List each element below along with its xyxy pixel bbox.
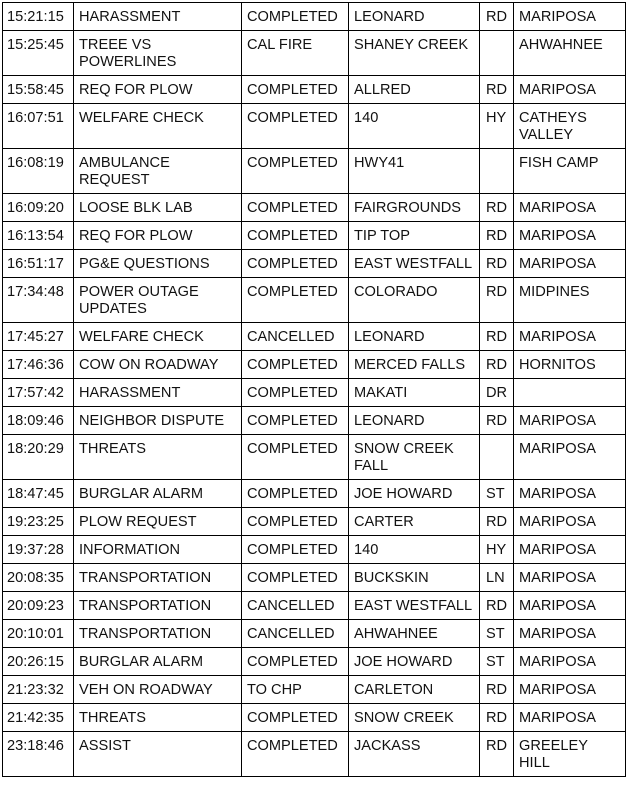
- call-time: 16:09:20: [3, 194, 74, 222]
- street-name: EAST WESTFALL: [349, 592, 480, 620]
- call-time: 17:34:48: [3, 278, 74, 323]
- street-suffix: RD: [480, 76, 514, 104]
- incident-type: TRANSPORTATION: [74, 564, 242, 592]
- table-row: [3, 407, 626, 435]
- call-status: TO CHP: [242, 676, 349, 704]
- city-name: MARIPOSA: [514, 435, 626, 480]
- table-row: [3, 508, 626, 536]
- street-name: AHWAHNEE: [349, 620, 480, 648]
- city-name: MARIPOSA: [514, 648, 626, 676]
- street-suffix: RD: [480, 250, 514, 278]
- incident-type: PG&E QUESTIONS: [74, 250, 242, 278]
- street-name: SHANEY CREEK: [349, 31, 480, 76]
- street-name: EAST WESTFALL: [349, 250, 480, 278]
- street-name: LEONARD: [349, 3, 480, 31]
- call-status: COMPLETED: [242, 704, 349, 732]
- incident-type: THREATS: [74, 435, 242, 480]
- street-suffix: [480, 435, 514, 480]
- call-status: COMPLETED: [242, 564, 349, 592]
- city-name: GREELEY HILL: [514, 732, 626, 777]
- street-suffix: RD: [480, 278, 514, 323]
- call-time: 20:09:23: [3, 592, 74, 620]
- street-name: JOE HOWARD: [349, 648, 480, 676]
- table-row: [3, 104, 626, 149]
- call-status: CANCELLED: [242, 592, 349, 620]
- incident-type: INFORMATION: [74, 536, 242, 564]
- call-status: COMPLETED: [242, 104, 349, 149]
- table-row: [3, 379, 626, 407]
- call-time: 15:21:15: [3, 3, 74, 31]
- call-time: 19:37:28: [3, 536, 74, 564]
- street-suffix: [480, 149, 514, 194]
- table-row: [3, 620, 626, 648]
- street-suffix: RD: [480, 351, 514, 379]
- city-name: MARIPOSA: [514, 407, 626, 435]
- city-name: [514, 379, 626, 407]
- street-name: JOE HOWARD: [349, 480, 480, 508]
- city-name: MARIPOSA: [514, 620, 626, 648]
- street-name: COLORADO: [349, 278, 480, 323]
- street-suffix: RD: [480, 704, 514, 732]
- table-row: [3, 278, 626, 323]
- call-status: COMPLETED: [242, 379, 349, 407]
- call-time: 20:10:01: [3, 620, 74, 648]
- table-row: [3, 149, 626, 194]
- incident-type: BURGLAR ALARM: [74, 480, 242, 508]
- incident-type: LOOSE BLK LAB: [74, 194, 242, 222]
- street-name: BUCKSKIN: [349, 564, 480, 592]
- street-name: CARLETON: [349, 676, 480, 704]
- street-name: JACKASS: [349, 732, 480, 777]
- call-status: CAL FIRE: [242, 31, 349, 76]
- city-name: MARIPOSA: [514, 480, 626, 508]
- street-suffix: RD: [480, 676, 514, 704]
- call-time: 15:58:45: [3, 76, 74, 104]
- city-name: MARIPOSA: [514, 250, 626, 278]
- call-time: 21:42:35: [3, 704, 74, 732]
- incident-type: HARASSMENT: [74, 3, 242, 31]
- call-status: COMPLETED: [242, 351, 349, 379]
- city-name: MARIPOSA: [514, 3, 626, 31]
- street-suffix: HY: [480, 104, 514, 149]
- incident-type: WELFARE CHECK: [74, 104, 242, 149]
- street-name: MERCED FALLS: [349, 351, 480, 379]
- incident-type: REQ FOR PLOW: [74, 76, 242, 104]
- street-suffix: RD: [480, 592, 514, 620]
- street-suffix: HY: [480, 536, 514, 564]
- call-status: CANCELLED: [242, 323, 349, 351]
- table-row: [3, 704, 626, 732]
- table-row: [3, 222, 626, 250]
- street-name: SNOW CREEK: [349, 704, 480, 732]
- street-suffix: RD: [480, 194, 514, 222]
- call-time: 17:46:36: [3, 351, 74, 379]
- incident-type: ASSIST: [74, 732, 242, 777]
- call-time: 21:23:32: [3, 676, 74, 704]
- table-row: [3, 250, 626, 278]
- table-row: [3, 323, 626, 351]
- table-row: [3, 564, 626, 592]
- street-name: 140: [349, 104, 480, 149]
- call-status: COMPLETED: [242, 194, 349, 222]
- city-name: MARIPOSA: [514, 676, 626, 704]
- incident-type: TREEE VS POWERLINES: [74, 31, 242, 76]
- call-time: 16:08:19: [3, 149, 74, 194]
- call-time: 18:09:46: [3, 407, 74, 435]
- street-suffix: RD: [480, 732, 514, 777]
- call-status: COMPLETED: [242, 732, 349, 777]
- call-time: 20:08:35: [3, 564, 74, 592]
- street-name: LEONARD: [349, 407, 480, 435]
- call-status: COMPLETED: [242, 3, 349, 31]
- call-time: 20:26:15: [3, 648, 74, 676]
- call-status: COMPLETED: [242, 250, 349, 278]
- call-status: CANCELLED: [242, 620, 349, 648]
- call-status: COMPLETED: [242, 435, 349, 480]
- incident-type: BURGLAR ALARM: [74, 648, 242, 676]
- city-name: HORNITOS: [514, 351, 626, 379]
- street-name: MAKATI: [349, 379, 480, 407]
- call-time: 17:57:42: [3, 379, 74, 407]
- city-name: MARIPOSA: [514, 536, 626, 564]
- street-suffix: ST: [480, 480, 514, 508]
- call-status: COMPLETED: [242, 76, 349, 104]
- street-suffix: [480, 31, 514, 76]
- table-row: [3, 592, 626, 620]
- call-status: COMPLETED: [242, 508, 349, 536]
- city-name: CATHEYS VALLEY: [514, 104, 626, 149]
- call-time: 23:18:46: [3, 732, 74, 777]
- street-suffix: LN: [480, 564, 514, 592]
- street-name: ALLRED: [349, 76, 480, 104]
- city-name: MARIPOSA: [514, 323, 626, 351]
- call-time: 16:51:17: [3, 250, 74, 278]
- incident-type: AMBULANCE REQUEST: [74, 149, 242, 194]
- call-status: COMPLETED: [242, 149, 349, 194]
- city-name: MARIPOSA: [514, 592, 626, 620]
- call-time: 18:47:45: [3, 480, 74, 508]
- city-name: MARIPOSA: [514, 76, 626, 104]
- incident-type: COW ON ROADWAY: [74, 351, 242, 379]
- call-status: COMPLETED: [242, 648, 349, 676]
- table-row: [3, 351, 626, 379]
- incident-type: WELFARE CHECK: [74, 323, 242, 351]
- city-name: FISH CAMP: [514, 149, 626, 194]
- city-name: MIDPINES: [514, 278, 626, 323]
- call-status: COMPLETED: [242, 536, 349, 564]
- incident-type: TRANSPORTATION: [74, 592, 242, 620]
- street-name: CARTER: [349, 508, 480, 536]
- city-name: AHWAHNEE: [514, 31, 626, 76]
- street-name: LEONARD: [349, 323, 480, 351]
- incident-type: POWER OUTAGE UPDATES: [74, 278, 242, 323]
- call-status: COMPLETED: [242, 480, 349, 508]
- table-row: [3, 676, 626, 704]
- incident-type: THREATS: [74, 704, 242, 732]
- street-suffix: ST: [480, 648, 514, 676]
- city-name: MARIPOSA: [514, 194, 626, 222]
- table-row: [3, 480, 626, 508]
- table-row: [3, 194, 626, 222]
- incident-type: TRANSPORTATION: [74, 620, 242, 648]
- street-suffix: ST: [480, 620, 514, 648]
- call-time: 18:20:29: [3, 435, 74, 480]
- table-row: [3, 732, 626, 777]
- call-log-table: [2, 2, 626, 777]
- city-name: MARIPOSA: [514, 508, 626, 536]
- city-name: MARIPOSA: [514, 564, 626, 592]
- street-suffix: RD: [480, 508, 514, 536]
- call-status: COMPLETED: [242, 278, 349, 323]
- street-name: SNOW CREEK FALL: [349, 435, 480, 480]
- call-log-body: [3, 3, 626, 777]
- call-status: COMPLETED: [242, 407, 349, 435]
- table-row: [3, 31, 626, 76]
- call-time: 16:07:51: [3, 104, 74, 149]
- street-name: TIP TOP: [349, 222, 480, 250]
- table-row: [3, 435, 626, 480]
- street-name: FAIRGROUNDS: [349, 194, 480, 222]
- incident-type: PLOW REQUEST: [74, 508, 242, 536]
- street-suffix: DR: [480, 379, 514, 407]
- city-name: MARIPOSA: [514, 222, 626, 250]
- table-row: [3, 76, 626, 104]
- street-suffix: RD: [480, 3, 514, 31]
- street-name: HWY41: [349, 149, 480, 194]
- incident-type: REQ FOR PLOW: [74, 222, 242, 250]
- call-time: 16:13:54: [3, 222, 74, 250]
- call-time: 17:45:27: [3, 323, 74, 351]
- incident-type: NEIGHBOR DISPUTE: [74, 407, 242, 435]
- street-suffix: RD: [480, 222, 514, 250]
- street-name: 140: [349, 536, 480, 564]
- city-name: MARIPOSA: [514, 704, 626, 732]
- table-row: [3, 536, 626, 564]
- table-row: [3, 3, 626, 31]
- call-status: COMPLETED: [242, 222, 349, 250]
- incident-type: VEH ON ROADWAY: [74, 676, 242, 704]
- table-row: [3, 648, 626, 676]
- call-time: 19:23:25: [3, 508, 74, 536]
- call-time: 15:25:45: [3, 31, 74, 76]
- street-suffix: RD: [480, 407, 514, 435]
- street-suffix: RD: [480, 323, 514, 351]
- incident-type: HARASSMENT: [74, 379, 242, 407]
